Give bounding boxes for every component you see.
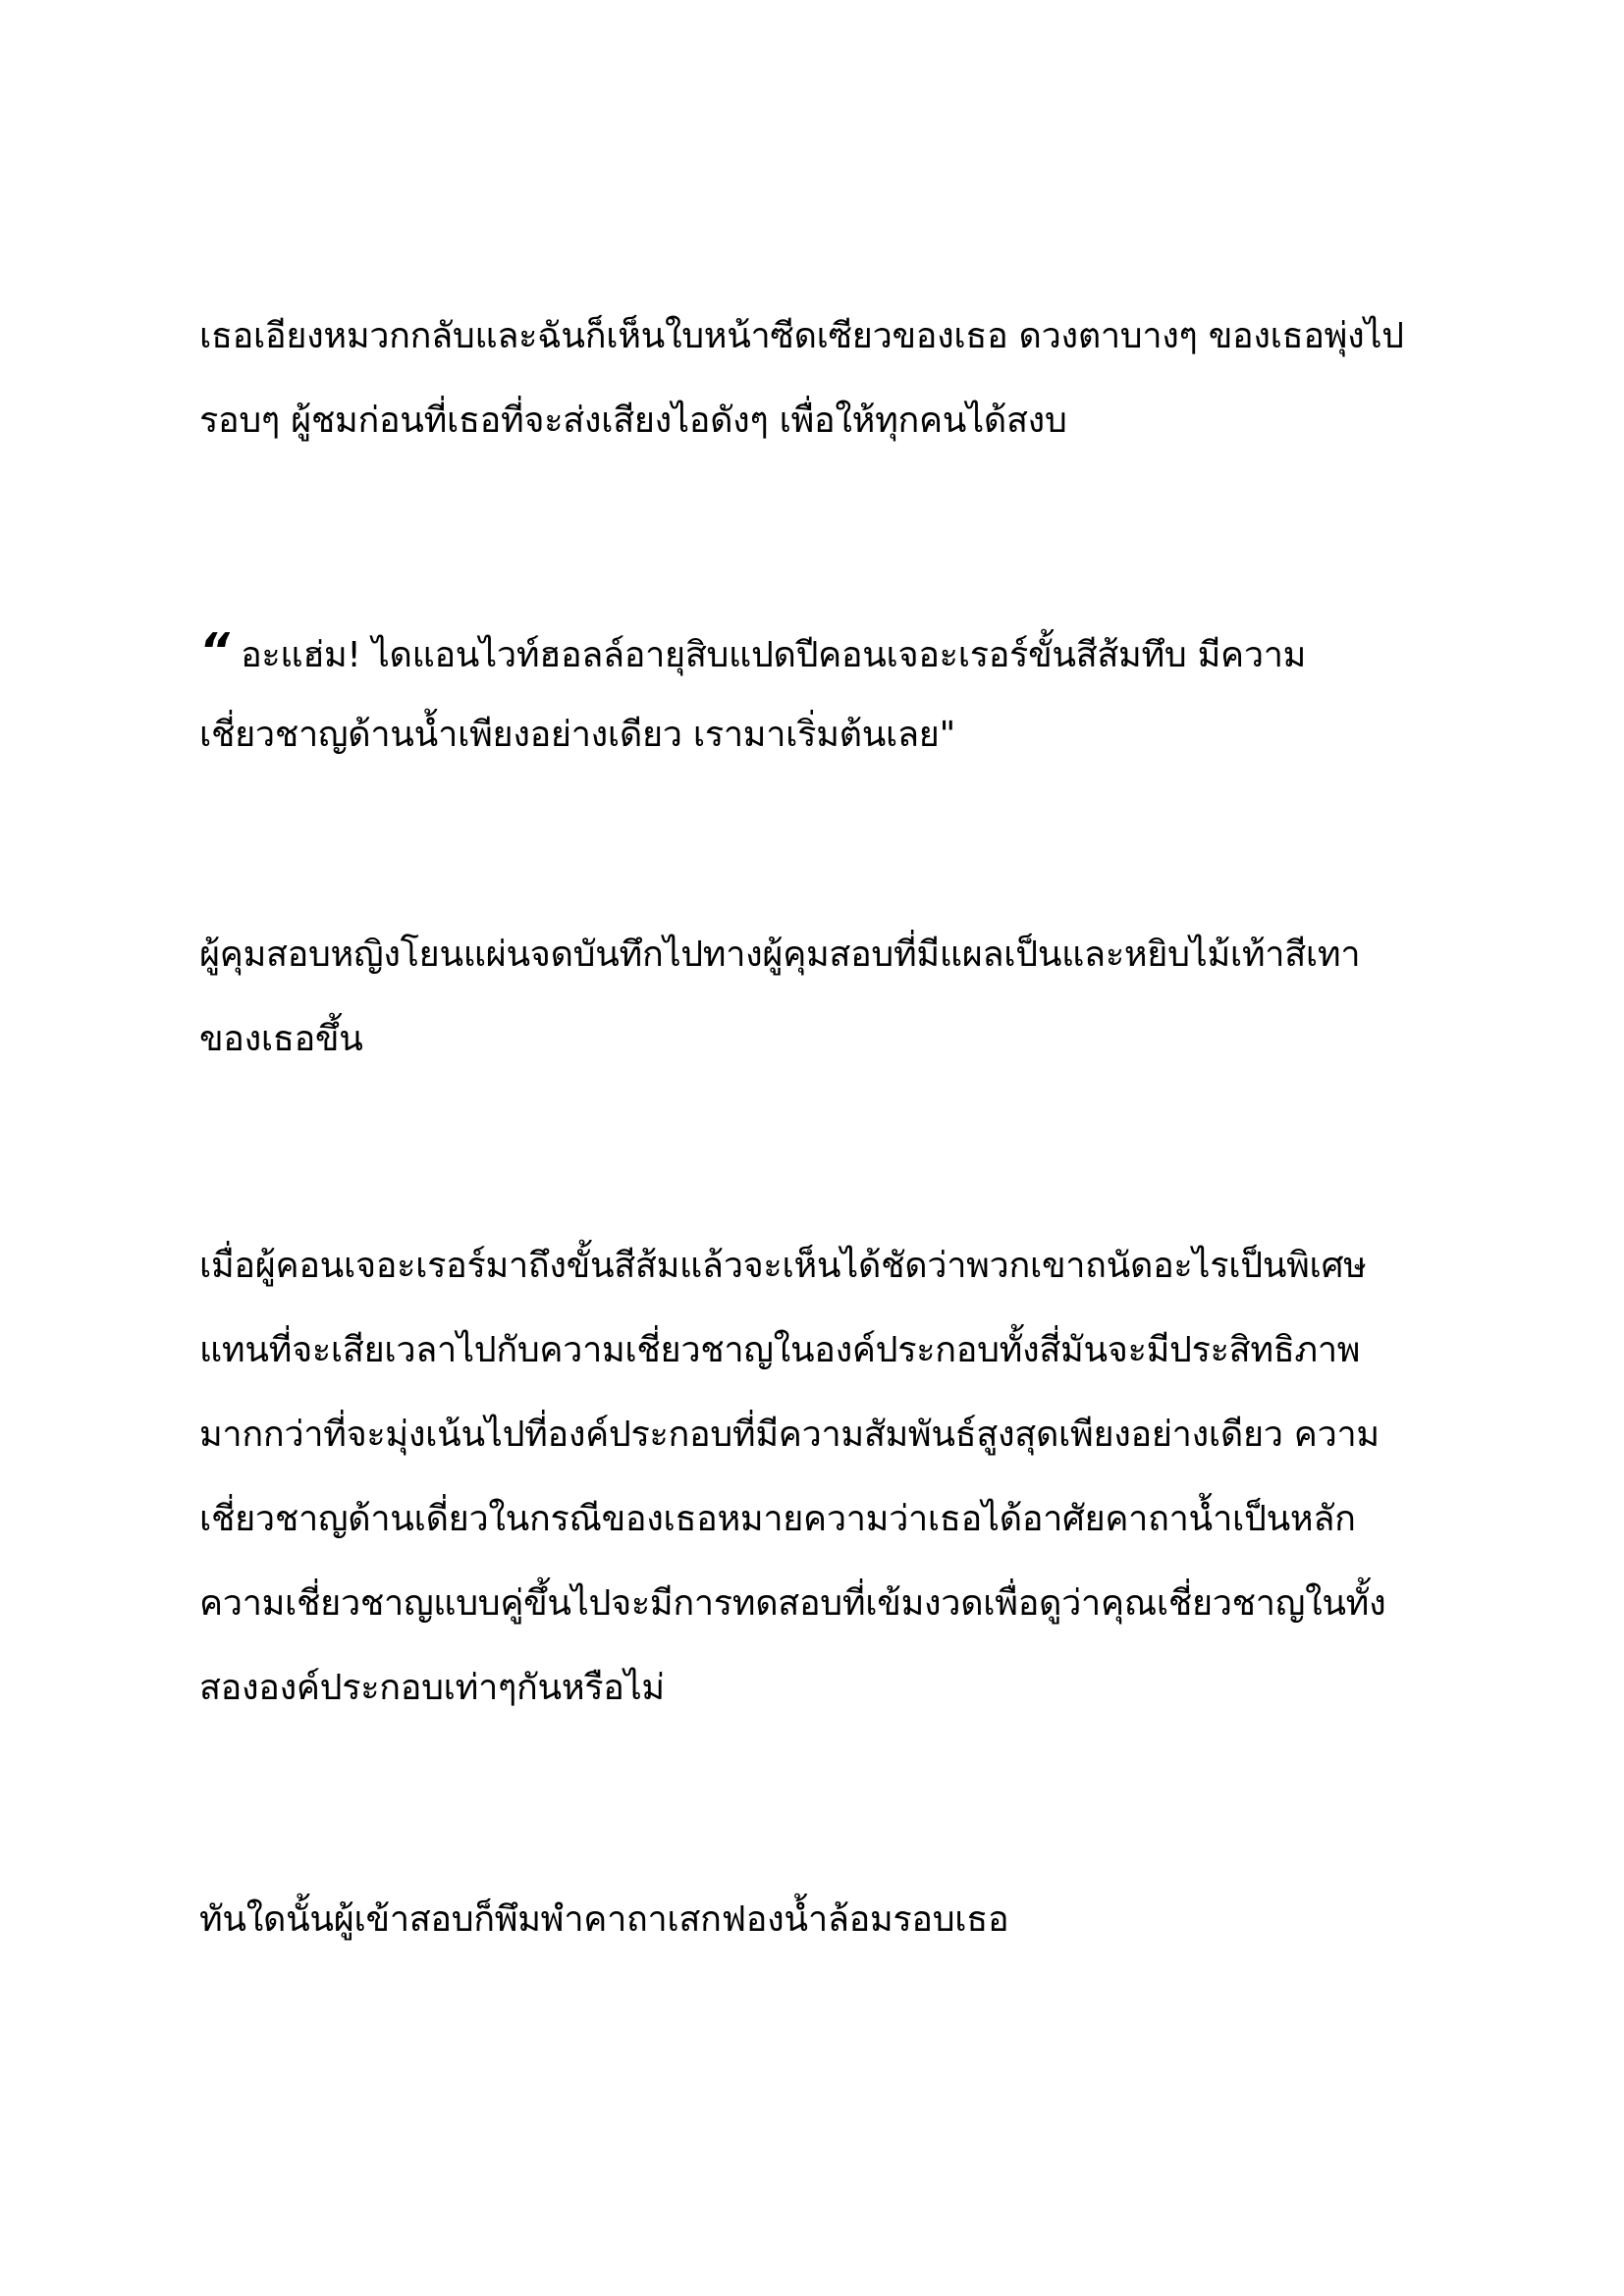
text-line: ทันใดนั้นผู้เข้าสอบก็พึมพำคาถาเสกฟองน้ำล้อมรอบเธอ <box>199 1899 1009 1940</box>
paragraph-announcement-quote <box>199 609 1436 777</box>
paragraph-specialization-explanation <box>199 1224 1436 1731</box>
text-line: เชี่ยวชาญด้านน้ำเพียงอย่างเดียว เรามาเริ่มต้นเลย" <box>199 715 955 755</box>
opening-quote-mark: “ <box>199 623 230 678</box>
text-line: เชี่ยวชาญด้านเดี่ยวในกรณีของเธอหมายความว่าเธอได้อาศัยคาถาน้ำเป็นหลัก <box>199 1499 1356 1539</box>
text-line-content: อะแฮ่ม! ไดแอนไวท์ฮอลล์อายุสิบแปดปีคอนเจอะเรอร์ขั้นสีส้มทึบ มีความ <box>229 635 1307 675</box>
text-line: มากกว่าที่จะมุ่งเน้นไปที่องค์ประกอบที่มีความสัมพันธ์สูงสุดเพียงอย่างเดียว ความ <box>199 1415 1380 1455</box>
text-line: ของเธอขึ้น <box>199 1019 363 1059</box>
text-line: แทนที่จะเสียเวลาไปกับความเชี่ยวชาญในองค์ประกอบทั้งสี่มันจะมีประสิทธิภาพ <box>199 1330 1361 1370</box>
text-line: รอบๆ ผู้ชมก่อนที่เธอที่จะส่งเสียงไอดังๆ เพื่อให้ทุกคนได้สงบ <box>199 400 1067 441</box>
text-line: ความเชี่ยวชาญแบบคู่ขึ้นไปจะมีการทดสอบที่เข้มงวดเพื่อดูว่าคุณเชี่ยวชาญในทั้ง <box>199 1583 1386 1624</box>
text-line: สององค์ประกอบเท่าๆกันหรือไม่ <box>199 1668 665 1708</box>
text-line: เธอเอียงหมวกกลับและฉันก็เห็นใบหน้าซีดเซียวของเธอ ดวงตาบางๆ ของเธอพุ่งไป <box>199 316 1404 356</box>
text-line: ผู้คุมสอบหญิงโยนแผ่นจดบันทึกไปทางผู้คุมสอบที่มีแผลเป็นและหยิบไม้เท้าสีเทา <box>199 934 1361 975</box>
text-line <box>199 609 1436 693</box>
paragraph-examiner-notepad <box>199 913 1436 1082</box>
text-line: เมื่อผู้คอนเจอะเรอร์มาถึงขั้นสีส้มแล้วจะเห็นได้ชัดว่าพวกเขาถนัดอะไรเป็นพิเศษ <box>199 1246 1367 1286</box>
paragraph-hat-tilt <box>199 294 1436 463</box>
paragraph-water-bubble-spell <box>199 1878 1436 1962</box>
